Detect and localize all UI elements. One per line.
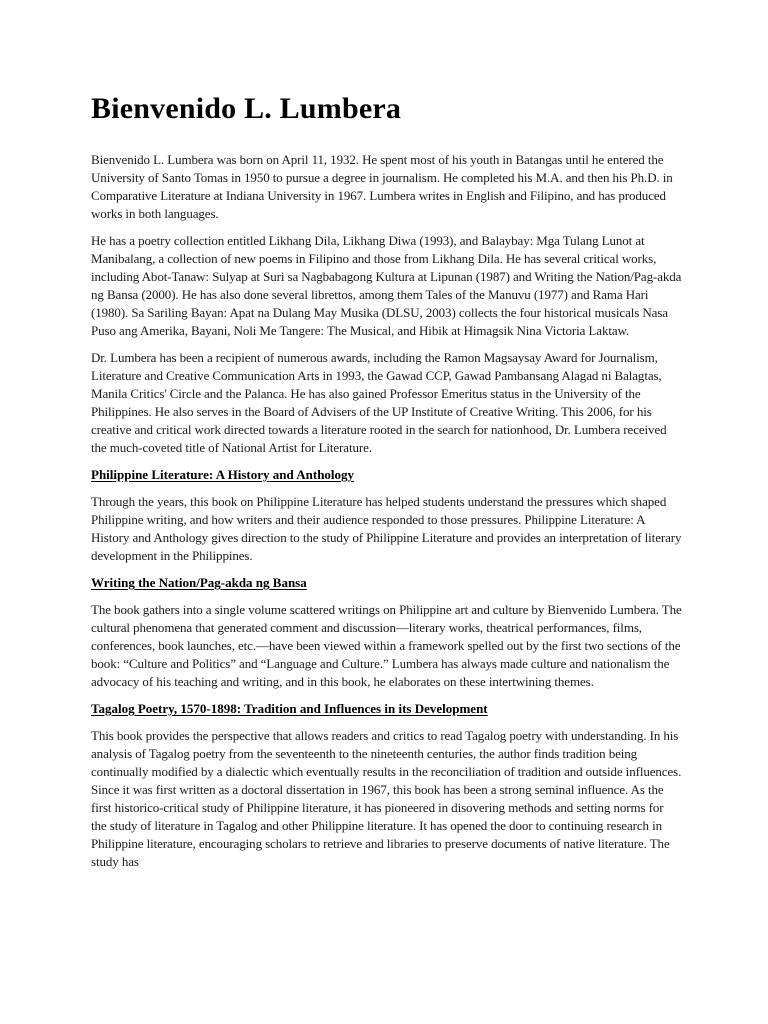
- section-body-tagalog-poetry: This book provides the perspective that allows readers and critics to read Tagalog poetry with understanding. In his analysis of Tagalog poetry from the seventeenth to the nineteenth centuries, the author finds tradition being continually modified by a dialectic which eventually results in the reconciliation of tradition and outside influences. Since it was first written as a doctoral dissertation in 1967, this book has been a strong seminal influence. As the first historico-critical study of Philippine literature, it has pioneered in disovering methods and setting norms for the study of literature in Tagalog and other Philippine literature. It has opened the door to continuing research in Philippine literature, encouraging scholars to retrieve and libraries to preserve documents of native literature. The study has: [91, 728, 682, 869]
- intro-paragraph-works: He has a poetry collection entitled Likhang Dila, Likhang Diwa (1993), and Balaybay: Mga Tulang Lunot at Manibalang, a collection of new poems in Filipino and those from Likhang Dila. He has several critical works, including Abot-Tanaw: Sulyap at Suri sa Nagbabagong Kultura at Lipunan (1987) and Writing the Nation/Pag-akda ng Bansa (2000). He has also done several librettos, among them Tales of the Manuvu (1977) and Rama Hari (1980). Sa Sariling Bayan: Apat na Dulang May Musika (DLSU, 2003) collects the four historical musicals Nasa Puso ang Amerika, Bayani, Noli Me Tangere: The Musical, and Hibik at Himagsik Nina Victoria Laktaw.: [91, 233, 682, 338]
- section-body-philippine-literature: Through the years, this book on Philippine Literature has helped students understand the pressures which shaped Philippine writing, and how writers and their audience responded to those pressures. Philippine Literature: A History and Anthology gives direction to the study of Philippine Literature and provides an interpretation of literary development in the Philippines.: [91, 494, 682, 563]
- section-heading-philippine-literature: Philippine Literature: A History and Anthology: [91, 467, 355, 482]
- section-heading-tagalog-poetry: Tagalog Poetry, 1570-1898: Tradition and Influences in its Development: [91, 701, 488, 716]
- intro-paragraph-awards: Dr. Lumbera has been a recipient of numerous awards, including the Ramon Magsaysay Award for Journalism, Literature and Creative Communication Arts in 1993, the Gawad CCP, Gawad Pambansang Alagad ni Balagtas, Manila Critics' Circle and the Palanca. He has also gained Professor Emeritus status in the University of the Philippines. He also serves in the Board of Advisers of the UP Institute of Creative Writing. This 2006, for his creative and critical work directed towards a literature rooted in the search for nationhood, Dr. Lumbera received the much-coveted title of National Artist for Literature.: [91, 350, 667, 455]
- section-heading-writing-the-nation: Writing the Nation/Pag-akda ng Bansa: [91, 575, 307, 590]
- page-title: Bienvenido L. Lumbera: [91, 92, 402, 125]
- intro-paragraph-birth: Bienvenido L. Lumbera was born on April 11, 1932. He spent most of his youth in Batangas until he entered the University of Santo Tomas in 1950 to pursue a degree in journalism. He completed his M.A. and then his Ph.D. in Comparative Literature at Indiana University in 1967. Lumbera writes in English and Filipino, and has produced works in both languages.: [91, 152, 673, 221]
- section-body-writing-the-nation: The book gathers into a single volume scattered writings on Philippine art and culture by Bienvenido Lumbera. The cultural phenomena that generated comment and discussion—literary works, theatrical performances, films, conferences, book launches, etc.—have been viewed within a framework spelled out by the first two sections of the book: “Culture and Politics” and “Language and Culture.” Lumbera has always made culture and nationalism the advocacy of his teaching and writing, and in this book, he elaborates on these intertwining themes.: [91, 602, 682, 689]
